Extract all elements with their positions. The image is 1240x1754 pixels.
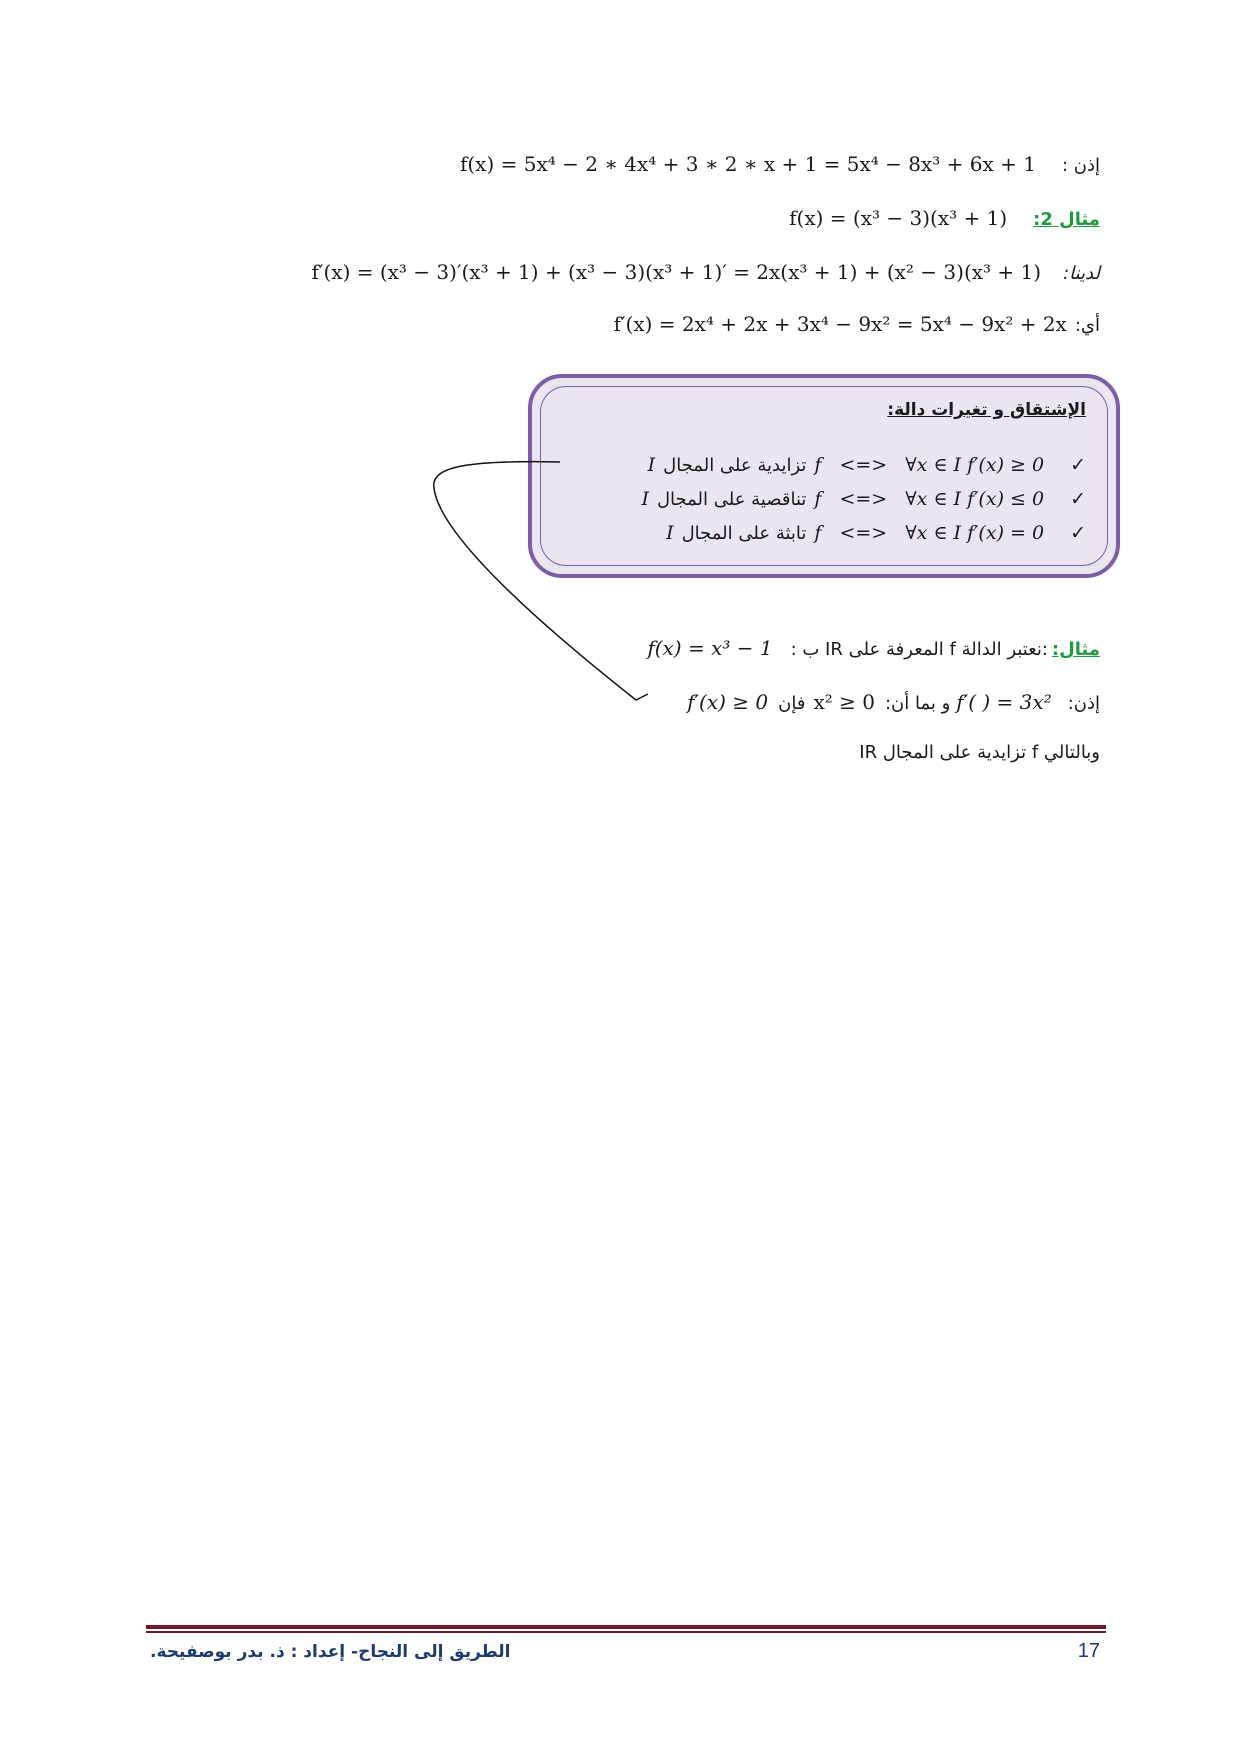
check-icon: ✓ <box>1070 522 1086 544</box>
check-icon: ✓ <box>1070 488 1086 510</box>
equivalence-arrow: <=> <box>839 454 888 476</box>
rule-f: f <box>814 488 822 510</box>
equivalence-arrow: <=> <box>839 522 888 544</box>
page-number: 17 <box>1077 1640 1100 1662</box>
rule-condition: ∀x ∈ I f′(x) = 0 <box>905 522 1045 544</box>
footer-text: الطريق إلى النجاح- إعداد : ذ. بدر بوصفيحة. <box>150 1642 511 1662</box>
formula-derivative-example: f′( ) = 3x² <box>956 690 1052 714</box>
rule-text: تزايدية على المجال <box>663 455 807 476</box>
formula-derivative-result: f′(x) = 2x⁴ + 2x + 3x⁴ − 9x² = 5x⁴ − 9x² + 2x <box>613 312 1067 336</box>
formula-derivative-product: f′(x) = (x³ − 3)′(x³ + 1) + (x³ − 3)(x³ + 1)′ = 2x(x³ + 1) + (x² − 3)(x³ + 1) <box>311 260 1042 284</box>
text-since: و بما أن: <box>884 693 951 714</box>
rule-f: f <box>814 522 822 544</box>
rule-condition: ∀x ∈ I f′(x) ≤ 0 <box>905 488 1045 510</box>
example-intro: :نعتبر الدالة f المعرفة على IR ب : <box>790 639 1048 660</box>
rule-interval: I <box>666 522 674 544</box>
formula-derivative-nonneg: f′(x) ≥ 0 <box>687 690 769 714</box>
rule-text: تابثة على المجال <box>681 523 807 544</box>
rule-text: تناقصية على المجال <box>656 489 807 510</box>
check-icon: ✓ <box>1070 454 1086 476</box>
formula-f-product: f(x) = (x³ − 3)(x³ + 1) <box>789 206 1008 230</box>
rule-condition: ∀x ∈ I f′(x) ≥ 0 <box>905 454 1045 476</box>
label-example-2: مثال 2: <box>1033 209 1100 230</box>
rule-f: f <box>814 454 822 476</box>
footer-rule-thin <box>146 1631 1106 1633</box>
rule-interval: I <box>641 488 649 510</box>
equivalence-arrow: <=> <box>839 488 888 510</box>
formula-square-nonneg: x² ≥ 0 <box>813 690 875 714</box>
box-title: الإشتقاق و تغيرات دالة: <box>887 400 1086 420</box>
formula-example: f(x) = x³ − 1 <box>647 636 773 660</box>
rule-interval: I <box>647 454 656 476</box>
label-example: مثال: <box>1051 639 1100 660</box>
line-example-then <box>687 690 1100 714</box>
label-then: إذن : <box>1061 155 1100 176</box>
conclusion-text: وبالتالي f تزايدية على المجال IR <box>859 742 1100 763</box>
footer-rule-thick <box>146 1625 1106 1629</box>
formula-f-expanded: f(x) = 5x⁴ − 2 ∗ 4x⁴ + 3 ∗ 2 ∗ x + 1 = 5x⁴ − 8x³ + 6x + 1 <box>459 152 1036 176</box>
text-therefore: فإن <box>778 693 806 714</box>
line-example <box>647 636 1100 660</box>
connector-path <box>434 462 648 700</box>
label-that-is: أي: <box>1074 315 1100 336</box>
label-we-have: لدينا: <box>1063 263 1100 284</box>
line-conclusion <box>859 742 1100 763</box>
label-then-2: إذن: <box>1067 693 1100 714</box>
